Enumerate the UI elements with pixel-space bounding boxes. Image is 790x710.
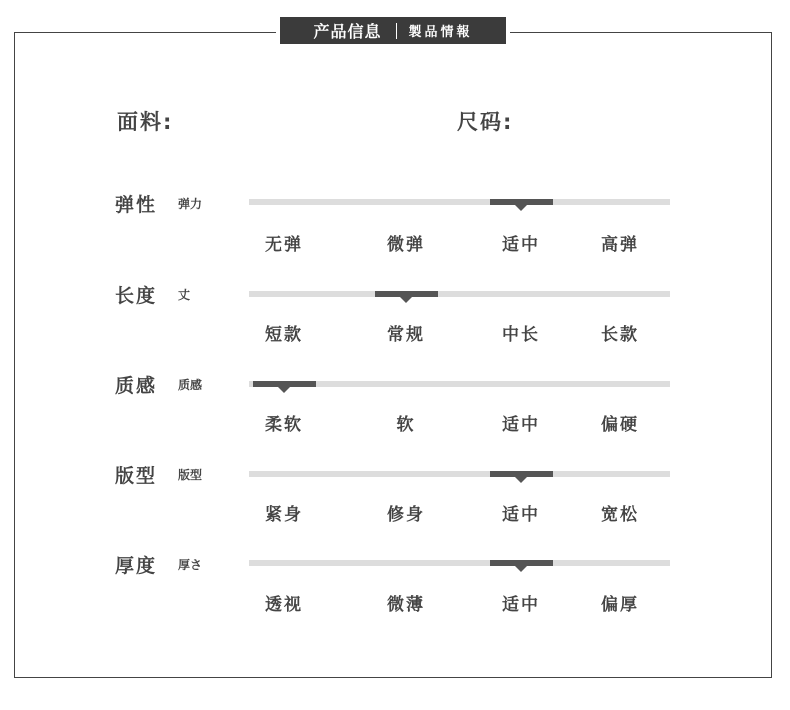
option-thickness-0: 透视 [265,595,303,615]
option-length-3: 长款 [601,325,639,345]
option-length-0: 短款 [265,325,303,345]
size-label: 尺码: [457,110,514,134]
row-sublabel-length: 丈 [178,288,191,302]
scale-marker-length [375,291,438,297]
row-sublabel-elasticity: 弹力 [178,197,203,211]
scale-track-thickness [249,560,670,566]
option-fit-2: 适中 [502,505,540,525]
option-fit-1: 修身 [387,505,425,525]
option-elasticity-0: 无弹 [265,235,303,255]
row-label-elasticity: 弹性 [115,194,158,216]
scale-track-texture [249,381,670,387]
row-label-length: 长度 [115,285,158,307]
option-length-1: 常规 [387,325,425,345]
row-label-thickness: 厚度 [115,555,158,577]
option-elasticity-2: 适中 [502,235,540,255]
option-fit-0: 紧身 [265,505,303,525]
scale-track-elasticity [249,199,670,205]
option-thickness-2: 适中 [502,595,540,615]
scale-marker-thickness [490,560,553,566]
scale-marker-texture [253,381,316,387]
row-label-fit: 版型 [115,465,158,487]
option-elasticity-1: 微弹 [387,235,425,255]
row-sublabel-fit: 版型 [178,468,203,482]
scale-marker-fit [490,471,553,477]
row-label-texture: 质感 [115,375,158,397]
option-elasticity-3: 高弹 [601,235,639,255]
option-fit-3: 宽松 [601,505,639,525]
header-title: 产品信息 [313,22,382,41]
row-sublabel-texture: 质感 [178,378,203,392]
header-subtitle: 製品情報 [408,25,473,40]
option-texture-1: 软 [396,415,416,435]
fabric-label: 面料: [117,110,174,134]
option-thickness-3: 偏厚 [601,595,639,615]
scale-track-length [249,291,670,297]
row-sublabel-thickness: 厚さ [178,558,203,572]
header-divider [396,23,397,39]
scale-marker-elasticity [490,199,553,205]
option-texture-0: 柔软 [265,415,303,435]
header-badge [280,17,506,44]
scale-track-fit [249,471,670,477]
option-thickness-1: 微薄 [387,595,425,615]
option-length-2: 中长 [502,325,540,345]
option-texture-3: 偏硬 [601,415,639,435]
option-texture-2: 适中 [502,415,540,435]
